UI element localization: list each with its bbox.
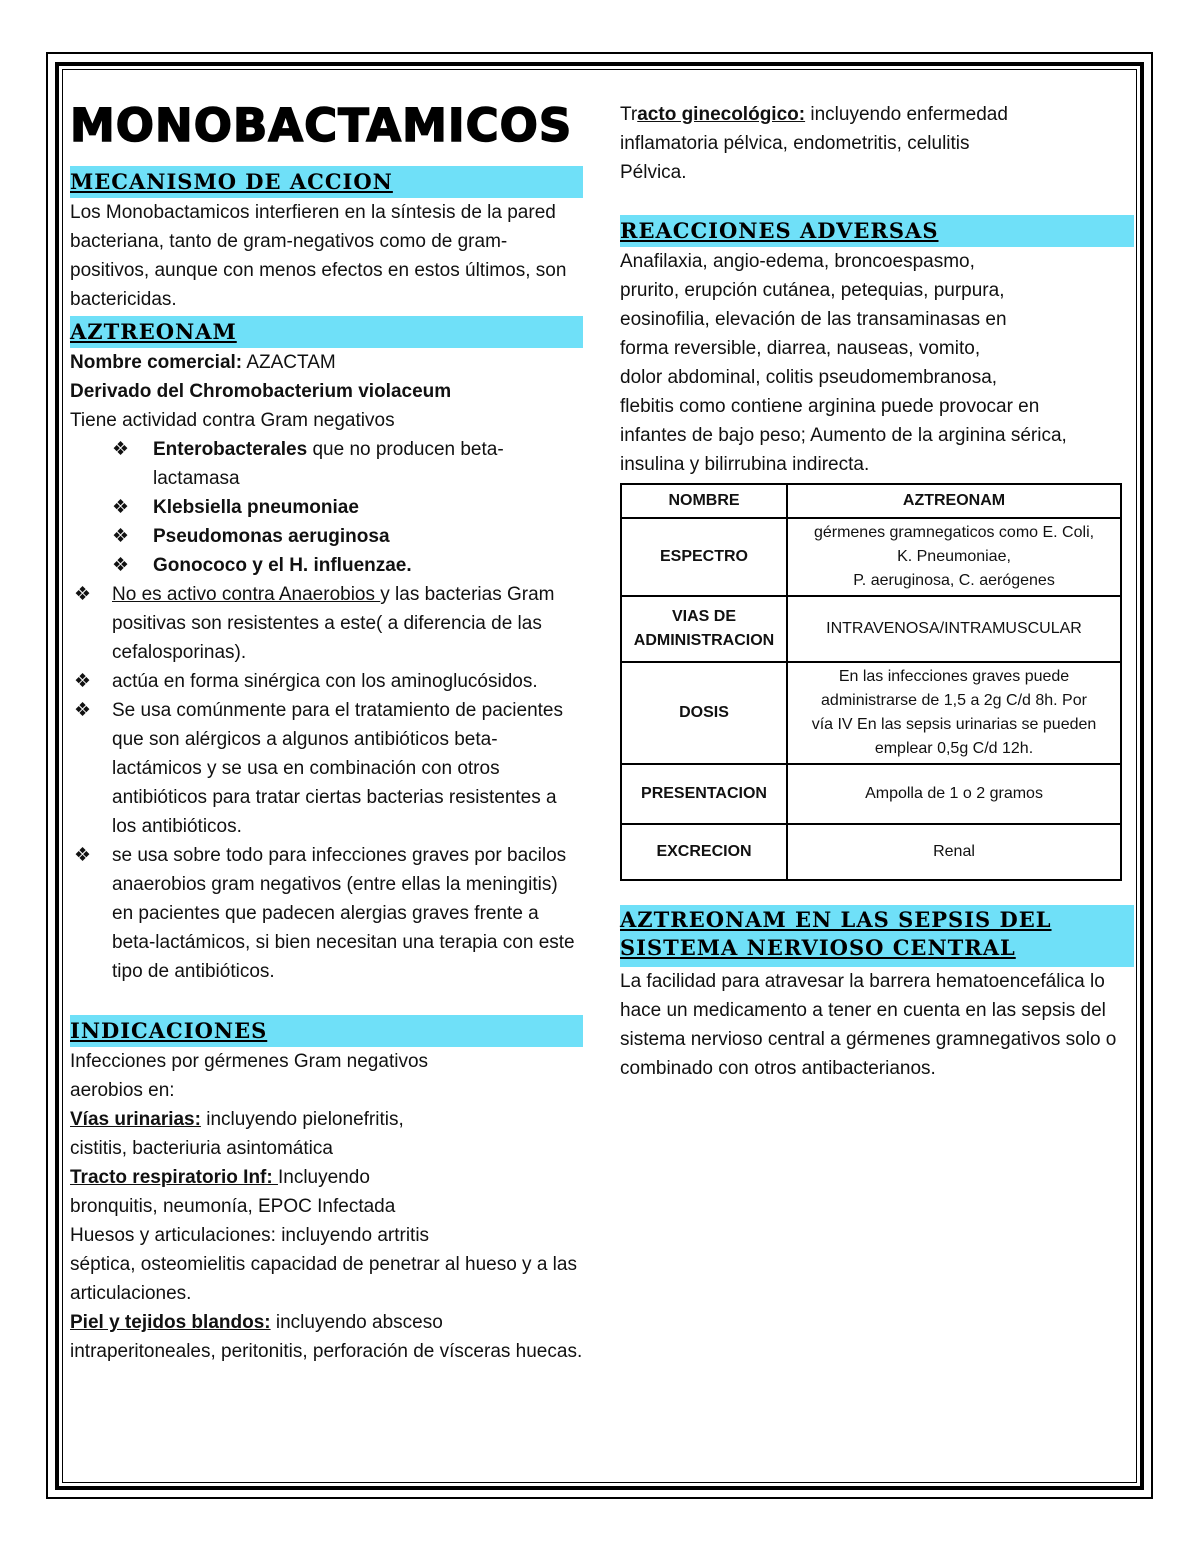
diamond-bullet-icon: ❖ [74, 845, 92, 866]
diamond-bullet-icon: ❖ [74, 700, 92, 721]
list-item: ❖ Klebsiella pneumoniae [70, 493, 583, 522]
indicacion-piel-detalle: intraperitoneales, peritonitis, perforación de vísceras huecas. [70, 1341, 583, 1362]
sepsis-text: La facilidad para atravesar la barrera hematoencefálica lo hace un medicamento a tener en cuenta en las sepsis del sistema nervioso central a gérmenes gramnegativos solo o combinado con otros antibacterianos. [620, 971, 1117, 1079]
aztreonam-table [620, 483, 1122, 881]
indicacion-urinaria-detalle: cistitis, bacteriuria asintomática [70, 1138, 333, 1159]
diamond-bullet-icon: ❖ [74, 584, 92, 605]
indicacion-ginecologica: Tracto ginecológico: incluyendo enfermedad [620, 104, 1008, 125]
table-value-cell: Renal [787, 824, 1121, 880]
indicacion-huesos-detalle: séptica, osteomielitis capacidad de penetrar al hueso y a las articulaciones. [70, 1254, 577, 1304]
section-heading-aztreonam: AZTREONAM [70, 316, 583, 348]
reaccion-line: flebitis como contiene arginina puede provocar en [620, 396, 1040, 417]
section-heading-sepsis: AZTREONAM EN LAS SEPSIS DEL SISTEMA NERVIOSO CENTRAL [620, 905, 1134, 967]
reaccion-line: Anafilaxia, angio-edema, broncoespasmo, [620, 251, 975, 272]
indicacion-ginecologica-detalle: inflamatoria pélvica, endometritis, celulitis [620, 133, 970, 154]
table-key-cell: VIAS DE ADMINISTRACION [621, 596, 787, 662]
reaccion-line: prurito, erupción cutánea, petequias, purpura, [620, 280, 1005, 301]
diamond-bullet-icon: ❖ [112, 439, 130, 460]
section-heading-mecanismo: MECANISMO DE ACCION [70, 166, 583, 198]
table-row [621, 662, 1121, 764]
list-item: ❖ Se usa comúnmente para el tratamiento de pacientes que son alérgicos a algunos antibióticos beta-lactámicos y se usa en combinación con otros antibióticos para tratar ciertas bacterias resistentes a los antibióticos. [70, 696, 583, 841]
left-column [70, 96, 583, 1366]
mecanismo-text: Los Monobactamicos interfieren en la síntesis de la pared bacteriana, tanto de gram-negativos como de gram-positivos, aunque con menos efectos en estos últimos, son bactericidas. [70, 202, 567, 310]
reaccion-line: forma reversible, diarrea, nauseas, vomito, [620, 338, 981, 359]
table-key-cell: EXCRECION [621, 824, 787, 880]
indicacion-respiratoria-detalle: bronquitis, neumonía, EPOC Infectada [70, 1196, 396, 1217]
table-key-cell: PRESENTACION [621, 764, 787, 824]
diamond-bullet-icon: ❖ [112, 555, 130, 576]
table-row [621, 764, 1121, 824]
table-key-cell: DOSIS [621, 662, 787, 764]
list-item: ❖ se usa sobre todo para infecciones graves por bacilos anaerobios gram negativos (entre ellas la meningitis) en pacientes que padecen alergias graves frente a beta-lactámicos, si bien necesitan una terapia con este tipo de antibióticos. [70, 841, 583, 986]
table-value-cell: INTRAVENOSA/INTRAMUSCULAR [787, 596, 1121, 662]
table-row [621, 596, 1121, 662]
diamond-bullet-icon: ❖ [112, 526, 130, 547]
list-item: ❖ Pseudomonas aeruginosa [70, 522, 583, 551]
indicaciones-intro-2: aerobios en: [70, 1080, 175, 1101]
list-item: ❖ Enterobacterales que no producen beta-lactamasa [70, 435, 583, 493]
list-item: ❖ Gonococo y el H. influenzae. [70, 551, 583, 580]
reaccion-line: infantes de bajo peso; Aumento de la arginina sérica, [620, 425, 1067, 446]
table-row [621, 824, 1121, 880]
actividad: Tiene actividad contra Gram negativos [70, 410, 395, 431]
table-value-cell: gérmenes gramnegaticos como E. Coli, K. Pneumoniae, P. aeruginosa, C. aerógenes [787, 518, 1121, 596]
section-heading-indicaciones: INDICACIONES [70, 1015, 583, 1047]
table-value-cell: En las infecciones graves puede administrarse de 1,5 a 2g C/d 8h. Por vía IV En las sepsis urinarias se pueden emplear 0,5g C/d 12h. [787, 662, 1121, 764]
list-item: ❖ No es activo contra Anaerobios y las bacterias Gram positivas son resistentes a este( a diferencia de las cefalosporinas). [70, 580, 583, 667]
diamond-bullet-icon: ❖ [74, 671, 92, 692]
table-row [621, 484, 1121, 518]
page-title: MONOBACTAMICOS [70, 99, 573, 152]
reaccion-line: eosinofilia, elevación de las transaminasas en [620, 309, 1007, 330]
reaccion-line: insulina y bilirrubina indirecta. [620, 454, 870, 475]
indicaciones-intro: Infecciones por gérmenes Gram negativos [70, 1051, 429, 1072]
derivado: Derivado del Chromobacterium violaceum [70, 381, 452, 402]
list-item: ❖ actúa en forma sinérgica con los aminoglucósidos. [70, 667, 583, 696]
indicacion-respiratoria: Tracto respiratorio Inf: Incluyendo [70, 1167, 370, 1188]
table-row [621, 518, 1121, 596]
reaccion-line: dolor abdominal, colitis pseudomembranosa, [620, 367, 998, 388]
section-heading-reacciones: REACCIONES ADVERSAS [620, 215, 1134, 247]
indicacion-piel: Piel y tejidos blandos: incluyendo absceso [70, 1312, 443, 1333]
indicacion-ginecologica-detalle-2: Pélvica. [620, 162, 687, 183]
table-value-cell: Ampolla de 1 o 2 gramos [787, 764, 1121, 824]
table-key-cell: ESPECTRO [621, 518, 787, 596]
right-column [620, 100, 1134, 1083]
diamond-bullet-icon: ❖ [112, 497, 130, 518]
table-header-cell: NOMBRE [621, 484, 787, 518]
indicacion-huesos: Huesos y articulaciones: incluyendo artritis [70, 1225, 430, 1246]
indicacion-urinaria: Vías urinarias: incluyendo pielonefritis, [70, 1109, 404, 1130]
table-header-cell: AZTREONAM [787, 484, 1121, 518]
nombre-comercial: Nombre comercial: AZACTAM [70, 352, 336, 373]
